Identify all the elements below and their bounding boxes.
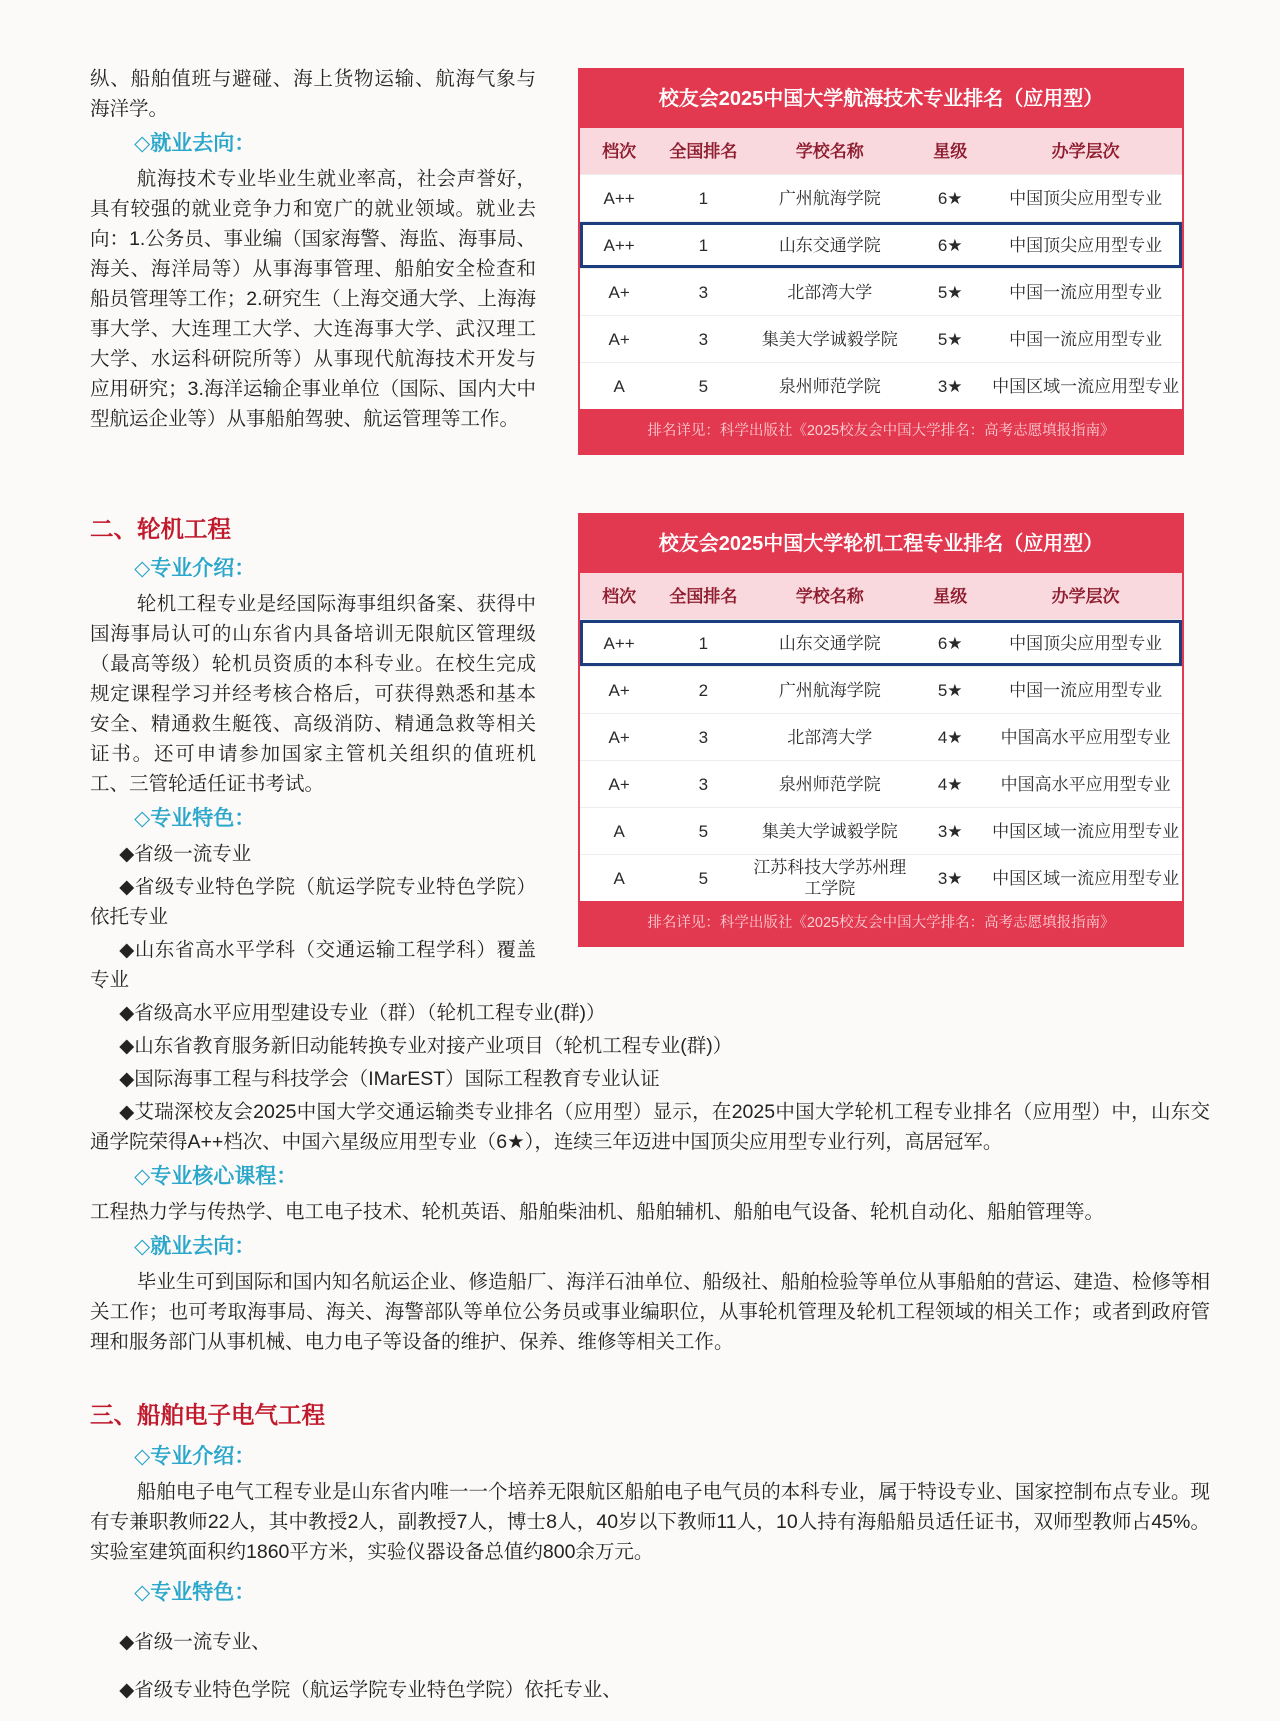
cell-stars: 6★ xyxy=(937,633,963,653)
table-row xyxy=(580,666,1182,713)
cell-school: 集美大学诚毅学院 xyxy=(761,821,898,841)
section-heading: 二、轮机工程 xyxy=(90,516,231,542)
ranking-table-marine-engineering xyxy=(578,513,1184,947)
bullet-item: ◆省级专业特色学院（航运学院专业特色学院）依托专业、 xyxy=(119,1679,622,1701)
cell-grade: A+ xyxy=(608,774,630,794)
paragraph: 工程热力学与传热学、电工电子技术、轮机英语、船舶柴油机、船舶辅机、船舶电气设备、轮机自动化、船舶管理等。 xyxy=(90,1201,1105,1223)
ranking-table-header-row xyxy=(580,128,1182,174)
cell-grade: A xyxy=(613,821,625,841)
cell-stars: 3★ xyxy=(937,868,963,888)
paragraph: 毕业生可到国际和国内知名航运企业、修造船厂、海洋石油单位、船级社、船舶检验等单位从事船舶的营运、建造、检修等相关工作；也可考取海事局、海关、海警部队等单位公务员或事业编职位，从事轮机管理及轮机工程领域的相关工作；或者到政府管理和服务部门从事机械、电力电子等设备的维护、保养、维修等相关工作。 xyxy=(90,1271,1210,1353)
table-row-highlighted xyxy=(580,221,1182,268)
cell-rank: 3 xyxy=(698,329,709,349)
table-row-highlighted xyxy=(580,619,1182,666)
cell-stars: 4★ xyxy=(937,727,963,747)
column-header-stars: 星级 xyxy=(933,586,968,606)
cell-stars: 3★ xyxy=(937,376,963,396)
cell-school: 山东交通学院 xyxy=(778,235,881,255)
cell-grade: A+ xyxy=(608,680,630,700)
cell-school: 山东交通学院 xyxy=(778,633,881,653)
paragraph: 船舶电子电气工程专业是山东省内唯一一个培养无限航区船舶电子电气员的本科专业，属于特设专业、国家控制布点专业。现有专兼职教师22人，其中教授2人，副教授7人，博士8人，40岁以下教师11人，10人持有海船船员适任证书，双师型教师占45%。实验室建筑面积约1860平方米，实验仪器设备总值约800余万元。 xyxy=(90,1481,1210,1563)
column-header-level: 办学层次 xyxy=(1051,141,1120,161)
cell-grade: A+ xyxy=(608,727,630,747)
cell-grade: A++ xyxy=(603,235,635,255)
cell-level: 中国区域一流应用型专业 xyxy=(992,868,1180,888)
cell-grade: A++ xyxy=(603,633,635,653)
bullet-item: ◆国际海事工程与科技学会（IMarEST）国际工程教育专业认证 xyxy=(119,1068,660,1090)
cell-school: 广州航海学院 xyxy=(778,188,881,208)
cell-grade: A xyxy=(613,376,625,396)
cell-rank: 1 xyxy=(698,633,709,653)
column-header-rank: 全国排名 xyxy=(669,141,738,161)
cell-school: 集美大学诚毅学院 xyxy=(761,329,898,349)
cell-rank: 5 xyxy=(698,821,709,841)
cell-level: 中国一流应用型专业 xyxy=(1009,680,1163,700)
cell-level: 中国顶尖应用型专业 xyxy=(1009,633,1163,653)
table-row xyxy=(580,760,1182,807)
cell-level: 中国区域一流应用型专业 xyxy=(992,821,1180,841)
ranking-table-footer: 排名详见：科学出版社《2025校友会中国大学排名：高考志愿填报指南》 xyxy=(580,901,1182,945)
bullet-item: ◆山东省高水平学科（交通运输工程学科）覆盖专业 xyxy=(90,939,536,991)
cell-school: 广州航海学院 xyxy=(778,680,881,700)
section-marine-engineering xyxy=(90,513,1210,1357)
cell-rank: 2 xyxy=(698,680,709,700)
cell-stars: 3★ xyxy=(937,821,963,841)
cell-level: 中国区域一流应用型专业 xyxy=(992,376,1180,396)
bullet-item: ◆省级专业特色学院（航运学院专业特色学院）依托专业 xyxy=(90,876,536,928)
section-ship-electrical-engineering xyxy=(90,1399,1210,1705)
table-row xyxy=(580,713,1182,760)
paragraph: 轮机工程专业是经国际海事组织备案、获得中国海事局认可的山东省内具备培训无限航区管理级（最高等级）轮机员资质的本科专业。在校生完成规定课程学习并经考核合格后，可获得熟悉和基本安全、精通救生艇筏、高级消防、精通急救等相关证书。还可申请参加国家主管机关组织的值班机工、三管轮适任证书考试。 xyxy=(90,593,536,795)
subsection-heading-intro: ◇专业介绍： xyxy=(134,1445,256,1468)
table-row xyxy=(580,268,1182,315)
subsection-heading-employment: ◇就业去向： xyxy=(134,132,256,155)
cell-stars: 4★ xyxy=(937,774,963,794)
cell-level: 中国一流应用型专业 xyxy=(1009,282,1163,302)
column-header-grade: 档次 xyxy=(602,141,637,161)
column-header-stars: 星级 xyxy=(933,141,968,161)
cell-stars: 6★ xyxy=(937,188,963,208)
paragraph: 航海技术专业毕业生就业率高，社会声誉好，具有较强的就业竞争力和宽广的就业领域。就业去向：1.公务员、事业编（国家海警、海监、海事局、海关、海洋局等）从事海事管理、船舶安全检查和船员管理等工作；2.研究生（上海交通大学、上海海事大学、大连理工大学、大连海事大学、武汉理工大学、水运科研院所等）从事现代航海技术开发与应用研究；3.海洋运输企事业单位（国际、国内大中型航运企业等）从事船舶驾驶、航运管理等工作。 xyxy=(90,168,536,430)
table-row xyxy=(580,315,1182,362)
cell-stars: 5★ xyxy=(937,680,963,700)
paragraph: 纵、船舶值班与避碰、海上货物运输、航海气象与海洋学。 xyxy=(90,68,536,120)
subsection-heading-courses: ◇专业核心课程： xyxy=(134,1165,298,1188)
table-row xyxy=(580,174,1182,221)
cell-level: 中国高水平应用型专业 xyxy=(1000,774,1171,794)
cell-rank: 1 xyxy=(698,188,709,208)
cell-level: 中国顶尖应用型专业 xyxy=(1009,188,1163,208)
cell-school: 江苏科技大学苏州理工学院 xyxy=(753,858,907,898)
subsection-heading-features: ◇专业特色： xyxy=(134,807,256,830)
cell-grade: A+ xyxy=(608,329,630,349)
bullet-item: ◆省级一流专业、 xyxy=(119,1631,271,1653)
cell-rank: 5 xyxy=(698,376,709,396)
cell-level: 中国顶尖应用型专业 xyxy=(1009,235,1163,255)
ranking-table-header-row xyxy=(580,573,1182,619)
cell-rank: 3 xyxy=(698,727,709,747)
cell-stars: 6★ xyxy=(937,235,963,255)
column-header-rank: 全国排名 xyxy=(669,586,738,606)
subsection-heading-intro: ◇专业介绍： xyxy=(134,557,256,580)
cell-level: 中国一流应用型专业 xyxy=(1009,329,1163,349)
cell-rank: 5 xyxy=(698,868,709,888)
cell-grade: A xyxy=(613,868,625,888)
cell-rank: 3 xyxy=(698,774,709,794)
bullet-item: ◆省级高水平应用型建设专业（群）（轮机工程专业(群)） xyxy=(119,1002,606,1024)
table-row xyxy=(580,807,1182,854)
column-header-school: 学校名称 xyxy=(795,586,864,606)
section-navigation-technology xyxy=(90,64,1210,439)
cell-school: 泉州师范学院 xyxy=(778,376,881,396)
column-header-school: 学校名称 xyxy=(795,141,864,161)
bullet-item: ◆山东省教育服务新旧动能转换专业对接产业项目（轮机工程专业(群)） xyxy=(119,1035,733,1057)
bullet-item: ◆艾瑞深校友会2025中国大学交通运输类专业排名（应用型）显示，在2025中国大学轮机工程专业排名（应用型）中，山东交通学院荣得A++档次、中国六星级应用型专业（6★），连续三年迈进中国顶尖应用型专业行列，高居冠军。 xyxy=(90,1101,1210,1153)
cell-grade: A+ xyxy=(608,282,630,302)
cell-grade: A++ xyxy=(603,188,635,208)
ranking-table-navigation xyxy=(578,68,1184,455)
column-header-level: 办学层次 xyxy=(1051,586,1120,606)
cell-stars: 5★ xyxy=(937,282,963,302)
cell-school: 泉州师范学院 xyxy=(778,774,881,794)
ranking-table-footer: 排名详见：科学出版社《2025校友会中国大学排名：高考志愿填报指南》 xyxy=(580,409,1182,453)
subsection-heading-features: ◇专业特色： xyxy=(134,1581,256,1604)
section-heading: 三、船舶电子电气工程 xyxy=(90,1402,325,1428)
bullet-item: ◆省级一流专业 xyxy=(119,843,252,865)
cell-rank: 1 xyxy=(698,235,709,255)
cell-school: 北部湾大学 xyxy=(787,727,873,747)
subsection-heading-employment: ◇就业去向： xyxy=(134,1235,256,1258)
ranking-table-title: 校友会2025中国大学轮机工程专业排名（应用型） xyxy=(580,515,1182,573)
cell-school: 北部湾大学 xyxy=(787,282,873,302)
cell-rank: 3 xyxy=(698,282,709,302)
cell-level: 中国高水平应用型专业 xyxy=(1000,727,1171,747)
table-row xyxy=(580,854,1182,901)
table-row xyxy=(580,362,1182,409)
ranking-table-title: 校友会2025中国大学航海技术专业排名（应用型） xyxy=(580,70,1182,128)
column-header-grade: 档次 xyxy=(602,586,637,606)
cell-stars: 5★ xyxy=(937,329,963,349)
